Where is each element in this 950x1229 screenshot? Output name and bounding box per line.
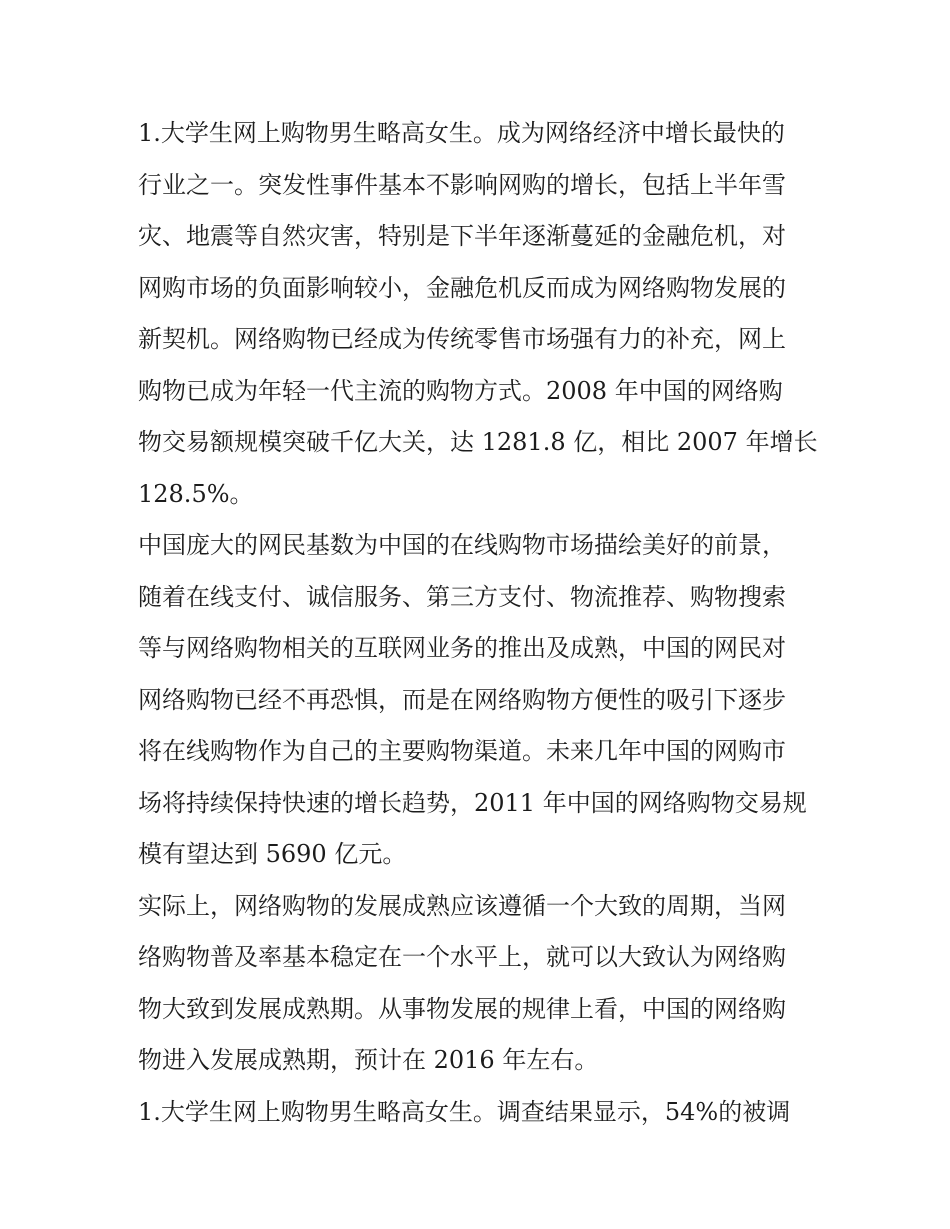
- paragraph-2: [138, 520, 818, 881]
- text-line: 随着在线支付、诚信服务、第三方支付、物流推荐、购物搜索: [138, 582, 786, 611]
- text-line: 实际上，网络购物的发展成熟应该遵循一个大致的周期，当网: [138, 891, 786, 920]
- text-line: 将在线购物作为自己的主要购物渠道。未来几年中国的网购市: [138, 737, 786, 765]
- text-line: 灾、地震等自然灾害，特别是下半年逐渐蔓延的金融危机，对: [138, 222, 786, 250]
- text-line: 络购物普及率基本稳定在一个水平上，就可以大致认为网络购: [138, 943, 786, 971]
- document-body: [138, 108, 818, 1138]
- paragraph-4: [138, 1087, 818, 1139]
- text-line: 购物已成为年轻一代主流的购物方式。2008 年中国的网络购: [138, 376, 783, 405]
- text-line: 网络购物已经不再恐惧，而是在网络购物方便性的吸引下逐步: [138, 685, 786, 714]
- text-line: 128.5%。: [138, 479, 254, 508]
- text-line: 1.大学生网上购物男生略高女生。成为网络经济中增长最快的: [138, 119, 785, 147]
- paragraph-3: [138, 881, 818, 1087]
- text-line: 模有望达到 5690 亿元。: [138, 840, 407, 868]
- paragraph-1: [138, 108, 818, 520]
- text-line: 1.大学生网上购物男生略高女生。调查结果显示，54%的被调: [138, 1097, 791, 1126]
- text-line: 行业之一。突发性事件基本不影响网购的增长，包括上半年雪: [138, 170, 786, 199]
- text-line: 中国庞大的网民基数为中国的在线购物市场描绘美好的前景，: [138, 531, 786, 559]
- text-line: 物大致到发展成熟期。从事物发展的规律上看，中国的网络购: [138, 994, 786, 1023]
- text-line: 物交易额规模突破千亿大关，达 1281.8 亿，相比 2007 年增长: [138, 428, 818, 456]
- text-line: 网购市场的负面影响较小，金融危机反而成为网络购物发展的: [138, 273, 786, 302]
- text-line: 物进入发展成熟期，预计在 2016 年左右。: [138, 1046, 599, 1074]
- text-line: 新契机。网络购物已经成为传统零售市场强有力的补充，网上: [138, 325, 786, 353]
- text-line: 等与网络购物相关的互联网业务的推出及成熟，中国的网民对: [138, 634, 786, 662]
- text-line: 场将持续保持快速的增长趋势，2011 年中国的网络购物交易规: [138, 788, 807, 817]
